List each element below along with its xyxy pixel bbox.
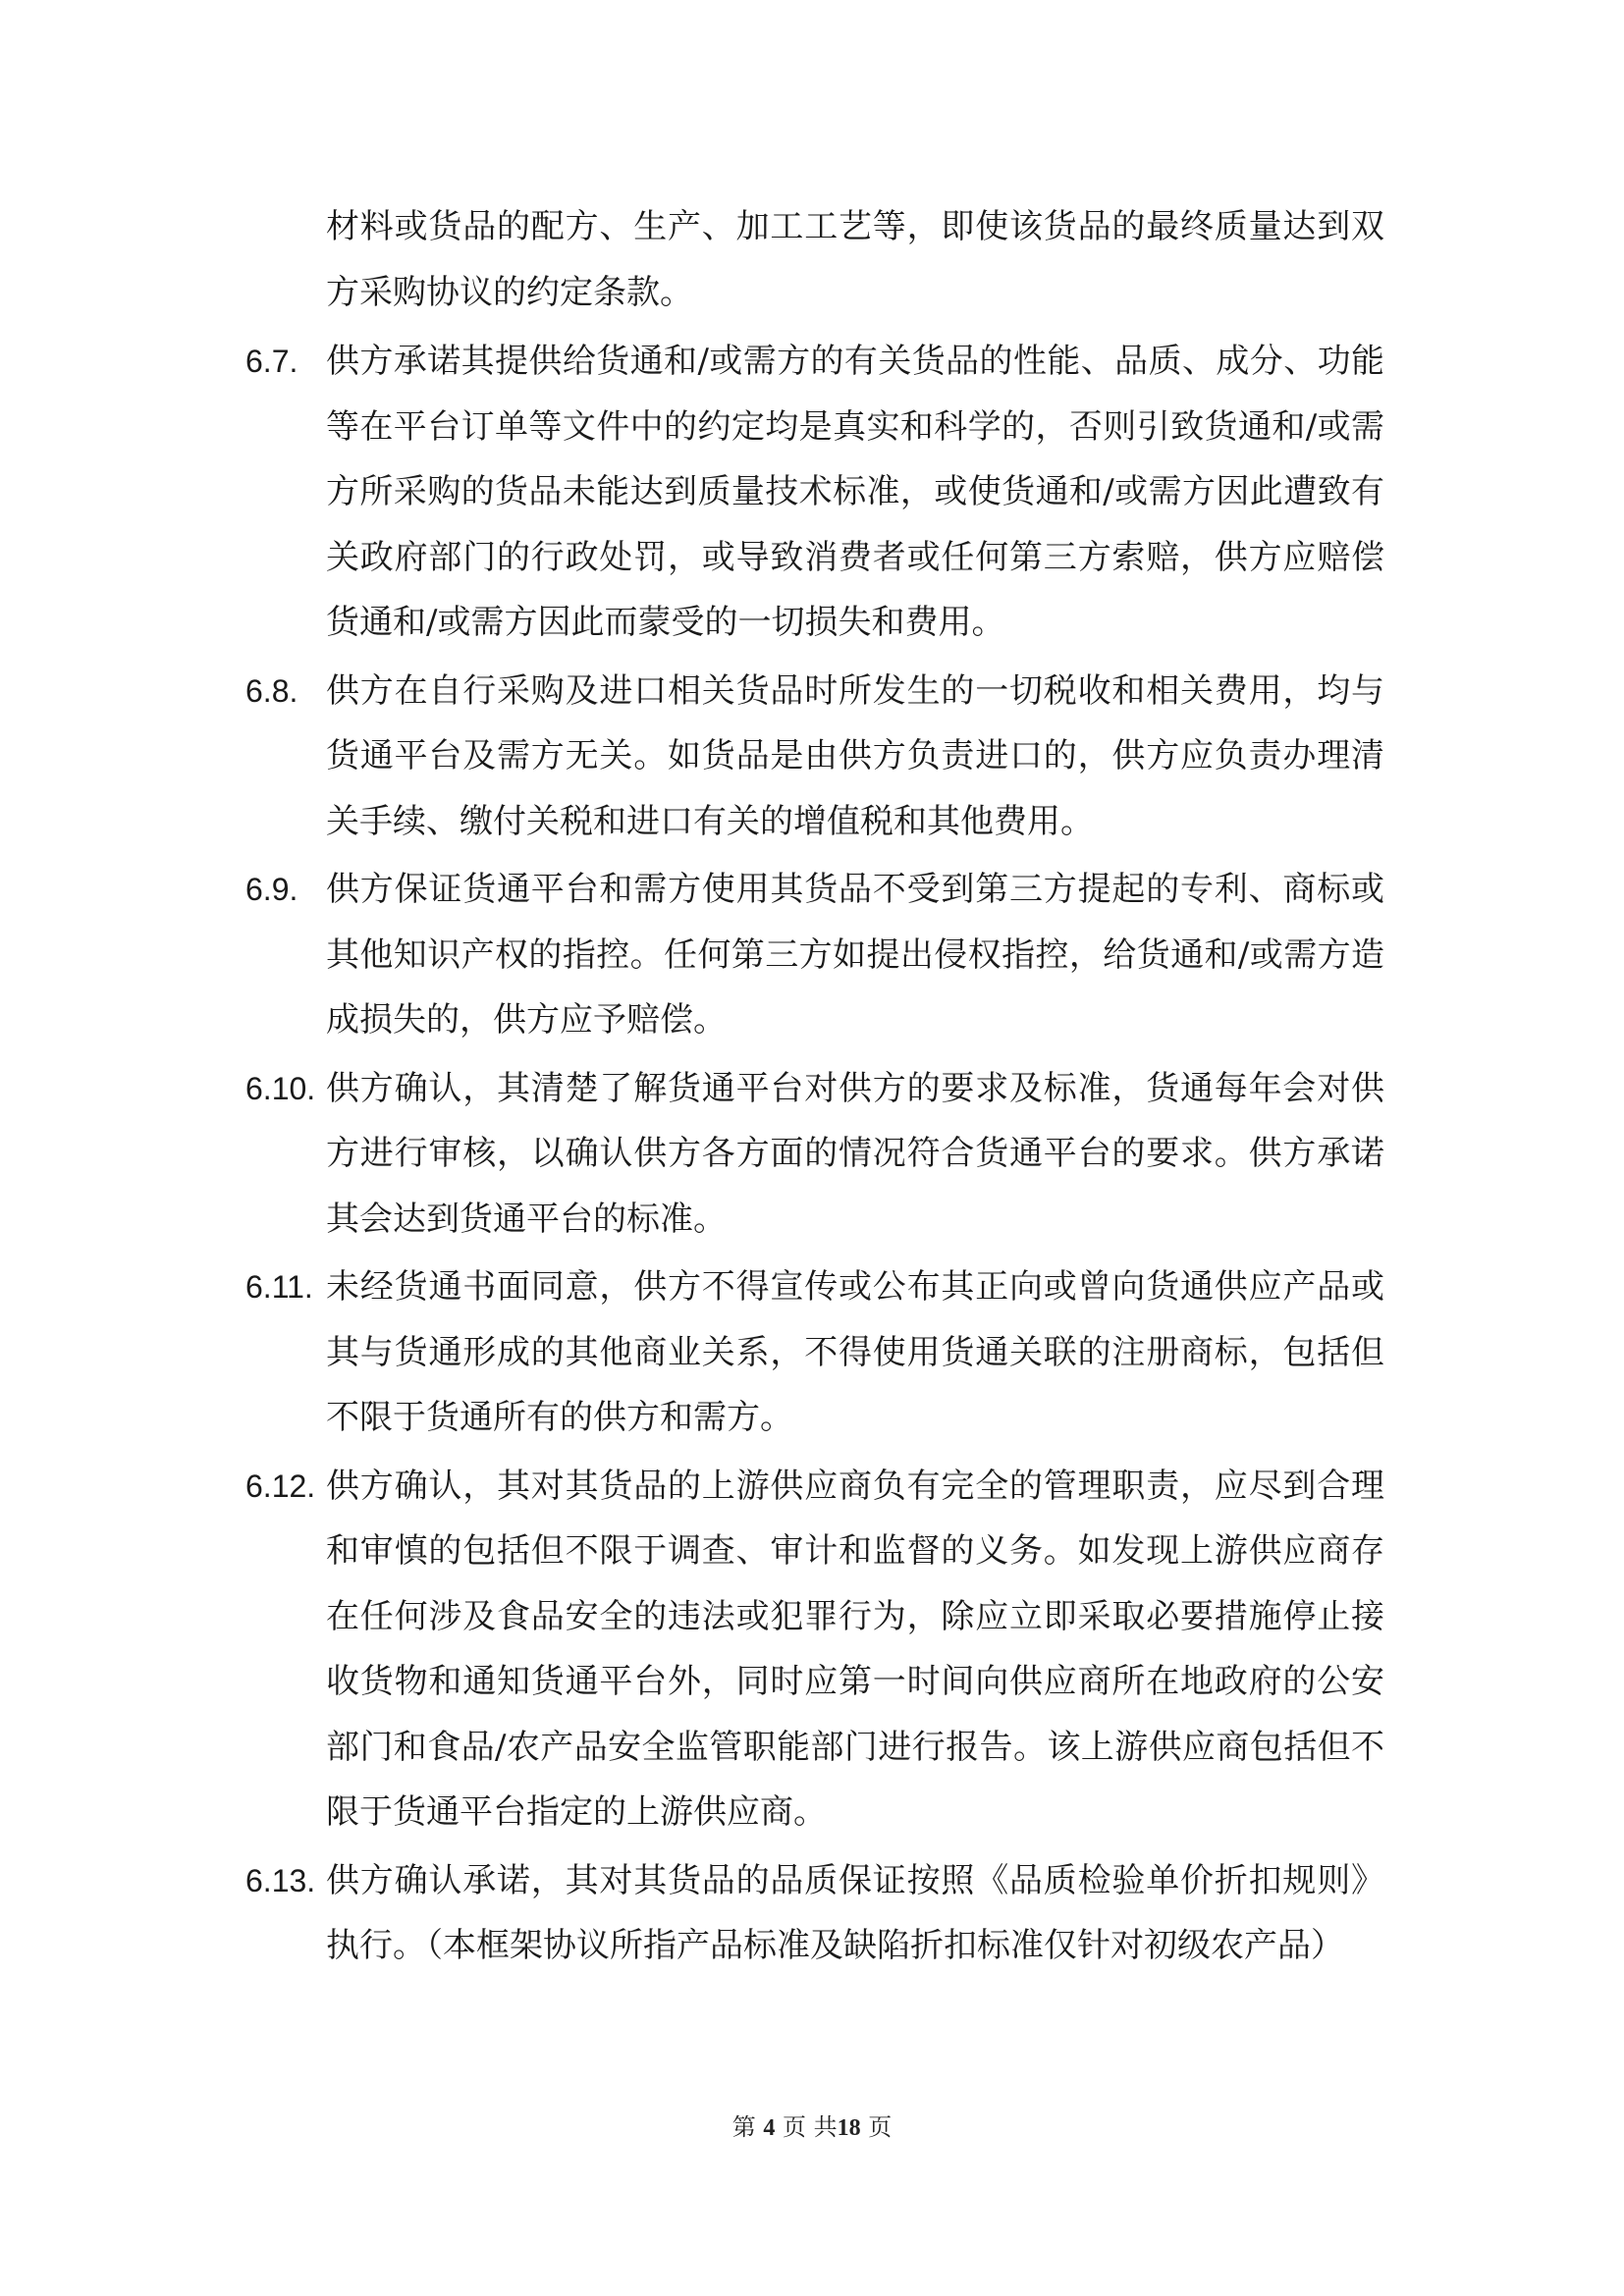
footer-suffix: 页 bbox=[868, 2113, 893, 2141]
clause-6-12 bbox=[245, 1454, 1384, 1845]
footer-middle: 页 共 bbox=[783, 2113, 838, 2141]
clause-number: 6.8. bbox=[245, 672, 298, 709]
clause-6-9 bbox=[245, 857, 1384, 1053]
clause-6-7 bbox=[245, 329, 1384, 656]
page-footer bbox=[0, 2108, 1624, 2142]
continuation-paragraph bbox=[245, 194, 1384, 325]
footer-current-page: 4 bbox=[763, 2115, 776, 2141]
clause-number: 6.13. bbox=[245, 1862, 316, 1898]
clause-6-11 bbox=[245, 1255, 1384, 1451]
continuation-text: 材料或货品的配方、生产、加工工艺等，即使该货品的最终质量达到双方采购协议的约定条款。 bbox=[326, 207, 1384, 312]
clause-6-13 bbox=[245, 1848, 1384, 1979]
clause-number: 6.12. bbox=[245, 1468, 316, 1504]
document-body bbox=[245, 194, 1384, 1982]
clause-number: 6.9. bbox=[245, 872, 298, 907]
clause-number: 6.10. bbox=[245, 1070, 316, 1106]
clause-text: 供方确认承诺，其对其货品的品质保证按照《品质检验单价折扣规则》执行。（本框架协议所指产品标准及缺陷折扣标准仅针对初级农产品） bbox=[326, 1860, 1384, 1965]
clause-6-10 bbox=[245, 1056, 1384, 1253]
footer-total-pages: 18 bbox=[837, 2115, 861, 2141]
footer-prefix: 第 bbox=[731, 2113, 756, 2141]
clause-text: 供方保证货通平台和需方使用其货品不受到第三方提起的专利、商标或其他知识产权的指控。任何第三方如提出侵权指控，给货通和/或需方造成损失的，供方应予赔偿。 bbox=[326, 870, 1384, 1040]
clause-number: 6.7. bbox=[245, 344, 298, 379]
clause-number: 6.11. bbox=[245, 1269, 313, 1305]
clause-text: 供方在自行采购及进口相关货品时所发生的一切税收和相关费用，均与货通平台及需方无关。如货品是由供方负责进口的，供方应负责办理清关手续、缴付关税和进口有关的增值税和其他费用。 bbox=[326, 670, 1384, 841]
clause-text: 供方承诺其提供给货通和/或需方的有关货品的性能、品质、成分、功能等在平台订单等文件中的约定均是真实和科学的，否则引致货通和/或需方所采购的货品未能达到质量技术标准，或使货通和/或需方因此遭致有关政府部门的行政处罚，或导致消费者或任何第三方索赔，供方应赔偿货通和/或需方因此而蒙受的一切损失和费用。 bbox=[326, 342, 1384, 642]
clause-6-8 bbox=[245, 659, 1384, 855]
clause-text: 供方确认，其清楚了解货通平台对供方的要求及标准，货通每年会对供方进行审核，以确认供方各方面的情况符合货通平台的要求。供方承诺其会达到货通平台的标准。 bbox=[326, 1068, 1384, 1239]
clause-text: 供方确认，其对其货品的上游供应商负有完全的管理职责，应尽到合理和审慎的包括但不限于调查、审计和监督的义务。如发现上游供应商存在任何涉及食品安全的违法或犯罪行为，除应立即采取必要措施停止接收货物和通知货通平台外，同时应第一时间向供应商所在地政府的公安部门和食品/农产品安全监管职能部门进行报告。该上游供应商包括但不限于货通平台指定的上游供应商。 bbox=[326, 1466, 1384, 1832]
clause-text: 未经货通书面同意，供方不得宣传或公布其正向或曾向货通供应产品或其与货通形成的其他商业关系，不得使用货通关联的注册商标，包括但不限于货通所有的供方和需方。 bbox=[326, 1267, 1384, 1437]
